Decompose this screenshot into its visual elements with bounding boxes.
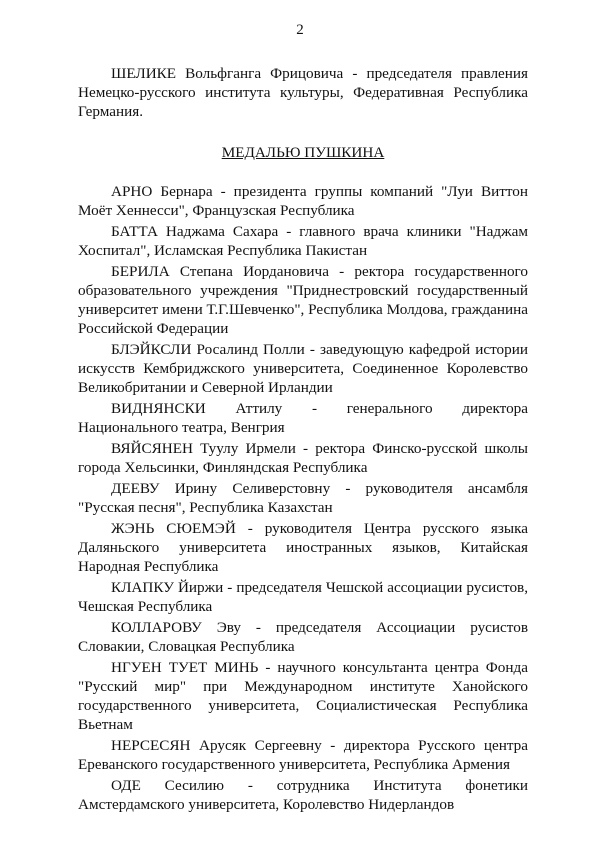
list-item: БЛЭЙКСЛИ Росалинд Полли - заведующую кафедрой истории искусств Кембриджского университета, Соединенное Королевство Великобритании и Северной Ирландии: [78, 341, 528, 396]
list-item: НЕРСЕСЯН Арусяк Сергеевну - директора Русского центра Ереванского государственного университета, Республика Армения: [78, 737, 528, 773]
list-item: ВЯЙСЯНЕН Туулу Ирмели - ректора Финско-русской школы города Хельсинки, Финляндская Республика: [78, 440, 528, 476]
list-item: НГУЕН ТУЕТ МИНЬ - научного консультанта центра Фонда "Русский мир" при Международном институте Ханойского государственного университета, Социалистическая Республика Вьетнам: [78, 659, 528, 733]
list-item: ОДЕ Сесилию - сотрудника Института фонетики Амстердамского университета, Королевство Нидерландов: [78, 777, 528, 813]
document-body: [78, 64, 528, 816]
list-item: ДЕЕВУ Ирину Селиверстовну - руководителя ансамбля "Русская песня", Республика Казахстан: [78, 480, 528, 516]
list-item: ЖЭНЬ СЮЕМЭЙ - руководителя Центра русского языка Даляньского университета иностранных языков, Китайская Народная Республика: [78, 520, 528, 575]
page-number: 2: [296, 22, 304, 38]
intro-paragraph: ШЕЛИКЕ Вольфганга Фрицовича - председателя правления Немецко-русского института культуры, Федеративная Республика Германия.: [78, 65, 528, 120]
list-item: ВИДНЯНСКИ Аттилу - генерального директора Национального театра, Венгрия: [78, 400, 528, 436]
list-item: БЕРИЛА Степана Иордановича - ректора государственного образовательного учреждения "Приднестровский государственный университет имени Т.Г.Шевченко", Республика Молдова, гражданина Российской Федерации: [78, 263, 528, 337]
list-item: БАТТА Наджама Сахара - главного врача клиники "Наджам Хоспитал", Исламская Республика Пакистан: [78, 223, 528, 259]
list-item: АРНО Бернара - президента группы компаний "Луи Виттон Моёт Хеннесси", Французская Республика: [78, 183, 528, 219]
list-item: КОЛЛАРОВУ Эву - председателя Ассоциации русистов Словакии, Словацкая Республика: [78, 619, 528, 655]
list-item: КЛАПКУ Йиржи - председателя Чешской ассоциации русистов, Чешская Республика: [78, 579, 528, 615]
award-list: [78, 182, 528, 814]
section-title: МЕДАЛЬЮ ПУШКИНА: [221, 144, 385, 161]
